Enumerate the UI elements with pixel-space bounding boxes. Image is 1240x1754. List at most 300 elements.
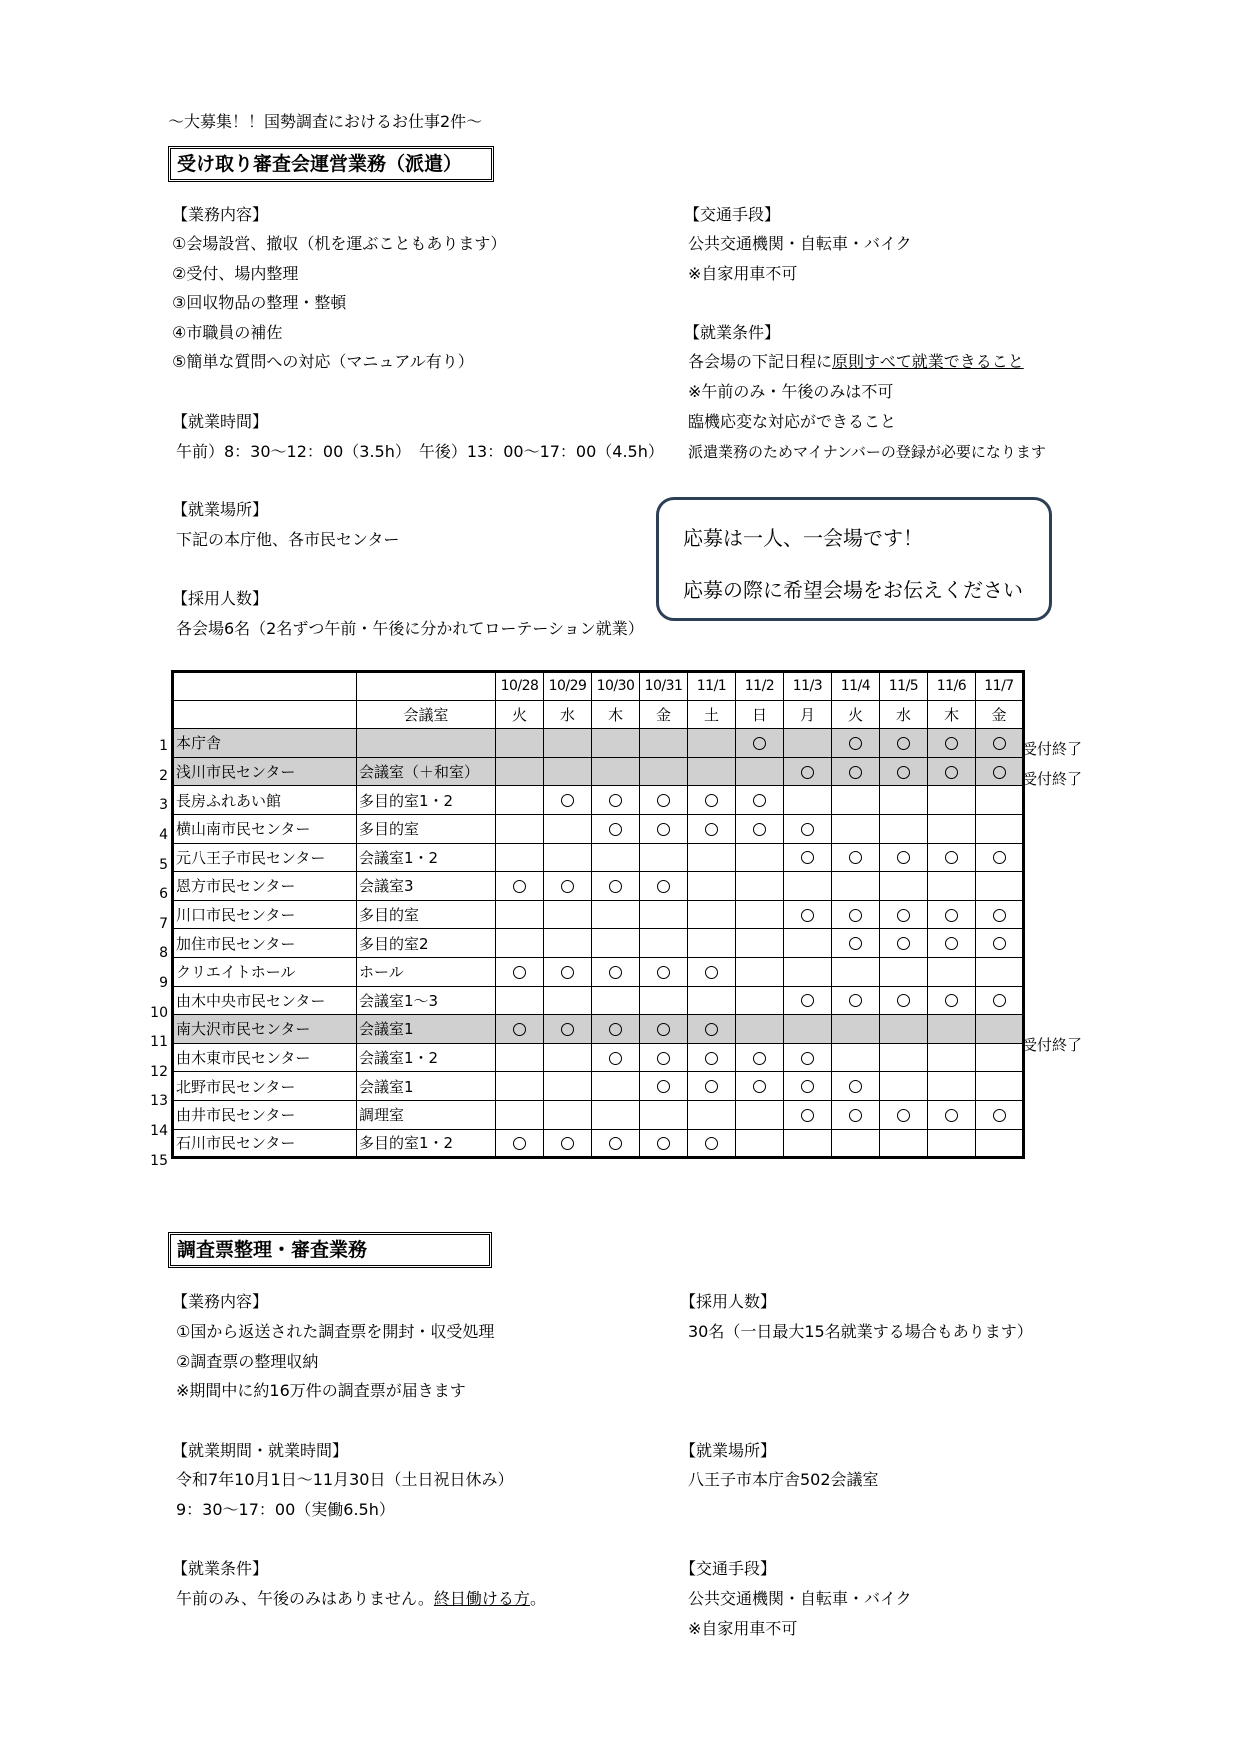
schedule-row [173, 1072, 1024, 1101]
circle-mark-icon [705, 823, 718, 836]
circle-mark-icon [705, 966, 718, 979]
schedule-cell [784, 786, 832, 815]
schedule-cell [592, 1043, 640, 1072]
callout-line-2: 応募の際に希望会場をお伝えください [683, 578, 1023, 602]
venue-name: 北野市民センター [173, 1072, 357, 1101]
venue-room: 会議室（＋和室） [357, 757, 496, 786]
schedule-cell [880, 1043, 928, 1072]
circle-mark-icon [657, 1137, 670, 1150]
schedule-cell [928, 814, 976, 843]
job2-condition-text: 午前のみ、午後のみはありません。 [176, 1589, 434, 1608]
schedule-cell [784, 872, 832, 901]
schedule-cell [976, 786, 1024, 815]
circle-mark-icon [993, 994, 1006, 1007]
job1-condition-4: 派遣業務のためマイナンバーの登録が必要になります [688, 443, 1046, 461]
schedule-cell [688, 929, 736, 958]
circle-mark-icon [513, 880, 526, 893]
day-cell: 水 [544, 700, 592, 729]
schedule-cell [640, 786, 688, 815]
schedule-cell [976, 1015, 1024, 1044]
schedule-table [171, 670, 1025, 1159]
circle-mark-icon [993, 737, 1006, 750]
venue-name: 長房ふれあい館 [173, 786, 357, 815]
schedule-cell [736, 729, 784, 758]
schedule-cell [592, 843, 640, 872]
schedule-cell [832, 900, 880, 929]
schedule-cell [976, 900, 1024, 929]
schedule-cell [640, 757, 688, 786]
circle-mark-icon [657, 794, 670, 807]
schedule-cell [736, 1015, 784, 1044]
schedule-cell [688, 1100, 736, 1129]
reception-closed-note: 受付終了 [1022, 769, 1083, 788]
circle-mark-icon [849, 909, 862, 922]
schedule-cell [784, 729, 832, 758]
circle-mark-icon [609, 1052, 622, 1065]
schedule-cell [688, 786, 736, 815]
circle-mark-icon [849, 1109, 862, 1122]
venue-name: 石川市民センター [173, 1129, 357, 1158]
schedule-cell [496, 843, 544, 872]
schedule-cell [832, 729, 880, 758]
schedule-cell [880, 1100, 928, 1129]
schedule-cell [880, 814, 928, 843]
schedule-cell [784, 957, 832, 986]
schedule-cell [544, 1015, 592, 1044]
date-cell: 10/30 [592, 672, 640, 701]
schedule-cell [544, 957, 592, 986]
circle-mark-icon [993, 1109, 1006, 1122]
schedule-cell [976, 986, 1024, 1015]
schedule-cell [928, 900, 976, 929]
job2-content-heading: 【業務内容】 [172, 1292, 269, 1311]
circle-mark-icon [705, 794, 718, 807]
schedule-cell [928, 929, 976, 958]
circle-mark-icon [705, 1052, 718, 1065]
date-cell: 11/2 [736, 672, 784, 701]
circle-mark-icon [657, 1080, 670, 1093]
schedule-cell [496, 1043, 544, 1072]
schedule-cell [592, 929, 640, 958]
day-cell: 土 [688, 700, 736, 729]
schedule-cell [784, 1043, 832, 1072]
schedule-cell [784, 843, 832, 872]
schedule-cell [640, 729, 688, 758]
row-number: 10 [150, 1004, 168, 1021]
venue-room: ホール [357, 957, 496, 986]
row-number: 12 [150, 1063, 168, 1080]
schedule-cell [880, 986, 928, 1015]
job2-condition [176, 1589, 546, 1609]
circle-mark-icon [849, 937, 862, 950]
circle-mark-icon [801, 766, 814, 779]
venue-name: 横山南市民センター [173, 814, 357, 843]
circle-mark-icon [801, 823, 814, 836]
job1-content-4: ④市職員の補佐 [172, 323, 283, 342]
schedule-cell [640, 872, 688, 901]
schedule-cell [640, 814, 688, 843]
circle-mark-icon [561, 1137, 574, 1150]
schedule-cell [832, 1129, 880, 1158]
row-number: 8 [159, 945, 168, 962]
circle-mark-icon [945, 851, 958, 864]
schedule-cell [928, 1015, 976, 1044]
header-blank [173, 672, 357, 701]
day-cell: 木 [592, 700, 640, 729]
job1-condition-1-text: 各会場の下記日程に [688, 352, 833, 371]
row-number: 1 [159, 738, 168, 755]
reception-closed-note: 受付終了 [1022, 1036, 1083, 1055]
schedule-row [173, 757, 1024, 786]
circle-mark-icon [753, 1080, 766, 1093]
job2-transport: 公共交通機関・自転車・バイク [688, 1589, 912, 1608]
schedule-cell [688, 957, 736, 986]
circle-mark-icon [849, 766, 862, 779]
row-number: 11 [150, 1034, 168, 1051]
circle-mark-icon [897, 1109, 910, 1122]
schedule-cell [544, 786, 592, 815]
schedule-cell [832, 872, 880, 901]
schedule-cell [544, 843, 592, 872]
circle-mark-icon [753, 737, 766, 750]
schedule-cell [928, 986, 976, 1015]
schedule-cell [832, 1100, 880, 1129]
schedule-cell [880, 900, 928, 929]
schedule-row [173, 729, 1024, 758]
circle-mark-icon [513, 1137, 526, 1150]
schedule-cell [736, 986, 784, 1015]
venue-room: 多目的室1・2 [357, 786, 496, 815]
schedule-cell [592, 986, 640, 1015]
date-cell: 11/3 [784, 672, 832, 701]
schedule-cell [832, 957, 880, 986]
schedule-cell [928, 1043, 976, 1072]
schedule-cell [832, 929, 880, 958]
schedule-cell [976, 843, 1024, 872]
schedule-cell [592, 1072, 640, 1101]
schedule-cell [832, 986, 880, 1015]
schedule-cell [592, 900, 640, 929]
schedule-cell [544, 986, 592, 1015]
schedule-cell [784, 1100, 832, 1129]
row-number: 5 [159, 856, 168, 873]
schedule-cell [880, 929, 928, 958]
venue-name: 由井市民センター [173, 1100, 357, 1129]
circle-mark-icon [945, 737, 958, 750]
schedule-row [173, 929, 1024, 958]
circle-mark-icon [609, 880, 622, 893]
schedule-cell [544, 729, 592, 758]
circle-mark-icon [945, 937, 958, 950]
job2-place-heading: 【就業場所】 [680, 1441, 777, 1460]
schedule-cell [880, 1015, 928, 1044]
schedule-cell [736, 786, 784, 815]
schedule-cell [640, 1072, 688, 1101]
job2-period-heading: 【就業期間・就業時間】 [172, 1441, 349, 1460]
circle-mark-icon [993, 851, 1006, 864]
schedule-cell [928, 1072, 976, 1101]
schedule-cell [640, 843, 688, 872]
schedule-cell [784, 1015, 832, 1044]
circle-mark-icon [993, 937, 1006, 950]
date-cell: 11/6 [928, 672, 976, 701]
schedule-cell [496, 757, 544, 786]
schedule-cell [832, 786, 880, 815]
schedule-cell [640, 929, 688, 958]
row-number: 14 [150, 1123, 168, 1139]
circle-mark-icon [801, 851, 814, 864]
job1-content-5: ⑤簡単な質問への対応（マニュアル有り） [172, 352, 474, 371]
day-cell: 日 [736, 700, 784, 729]
circle-mark-icon [897, 851, 910, 864]
job1-condition-1 [688, 352, 1024, 372]
venue-room: 会議室1・2 [357, 1043, 496, 1072]
job1-hire-heading: 【採用人数】 [172, 589, 269, 608]
schedule-cell [784, 986, 832, 1015]
schedule-cell [880, 957, 928, 986]
circle-mark-icon [945, 994, 958, 1007]
schedule-cell [592, 872, 640, 901]
circle-mark-icon [801, 1109, 814, 1122]
schedule-cell [688, 1129, 736, 1158]
day-cell: 月 [784, 700, 832, 729]
schedule-cell [544, 1129, 592, 1158]
job1-transport-note: ※自家用車不可 [688, 264, 798, 283]
circle-mark-icon [849, 851, 862, 864]
schedule-cell [496, 1072, 544, 1101]
venue-name: 南大沢市民センター [173, 1015, 357, 1044]
job1-place: 下記の本庁他、各市民センター [176, 530, 400, 549]
schedule-row [173, 872, 1024, 901]
schedule-cell [928, 729, 976, 758]
schedule-cell [976, 757, 1024, 786]
schedule-cell [976, 929, 1024, 958]
circle-mark-icon [753, 823, 766, 836]
venue-name: クリエイトホール [173, 957, 357, 986]
schedule-cell [544, 814, 592, 843]
job1-content-1: ①会場設営、撤収（机を運ぶこともあります） [172, 234, 507, 253]
circle-mark-icon [561, 966, 574, 979]
venue-name: 加住市民センター [173, 929, 357, 958]
schedule-row [173, 1100, 1024, 1129]
schedule-cell [736, 1129, 784, 1158]
application-callout [656, 497, 1052, 621]
circle-mark-icon [657, 823, 670, 836]
day-cell: 木 [928, 700, 976, 729]
job1-content-heading: 【業務内容】 [172, 205, 269, 224]
schedule-cell [784, 814, 832, 843]
venue-name: 元八王子市民センター [173, 843, 357, 872]
schedule-cell [832, 1043, 880, 1072]
schedule-cell [880, 729, 928, 758]
schedule-cell [784, 1072, 832, 1101]
circle-mark-icon [801, 909, 814, 922]
schedule-cell [736, 957, 784, 986]
venue-room: 多目的室2 [357, 929, 496, 958]
schedule-cell [928, 957, 976, 986]
day-header-row [173, 700, 1024, 729]
circle-mark-icon [609, 823, 622, 836]
schedule-cell [496, 900, 544, 929]
schedule-cell [880, 843, 928, 872]
schedule-cell [640, 1043, 688, 1072]
schedule-cell [496, 786, 544, 815]
job1-transport: 公共交通機関・自転車・バイク [688, 234, 912, 253]
schedule-cell [928, 872, 976, 901]
schedule-cell [880, 757, 928, 786]
schedule-cell [688, 843, 736, 872]
schedule-cell [880, 786, 928, 815]
job2-hire: 30名（一日最大15名就業する場合もあります） [688, 1322, 1033, 1341]
schedule-cell [544, 1043, 592, 1072]
schedule-cell [544, 872, 592, 901]
schedule-cell [976, 814, 1024, 843]
circle-mark-icon [897, 766, 910, 779]
schedule-cell [592, 1015, 640, 1044]
row-number: 4 [159, 827, 168, 843]
schedule-cell [976, 1072, 1024, 1101]
job1-transport-heading: 【交通手段】 [684, 205, 781, 224]
venue-room: 会議室1～3 [357, 986, 496, 1015]
circle-mark-icon [801, 1080, 814, 1093]
reception-closed-note: 受付終了 [1022, 740, 1083, 759]
circle-mark-icon [609, 1137, 622, 1150]
job1-condition-heading: 【就業条件】 [684, 323, 781, 342]
venue-name: 本庁舎 [173, 729, 357, 758]
room-header: 会議室 [357, 700, 496, 729]
schedule-cell [544, 900, 592, 929]
schedule-cell [928, 1129, 976, 1158]
job1-content-2: ②受付、場内整理 [172, 264, 299, 283]
circle-mark-icon [801, 1052, 814, 1065]
job2-condition-end: 。 [529, 1589, 546, 1608]
circle-mark-icon [753, 1052, 766, 1065]
schedule-cell [592, 1129, 640, 1158]
schedule-cell [592, 814, 640, 843]
header-blank [173, 700, 357, 729]
venue-room: 会議室3 [357, 872, 496, 901]
circle-mark-icon [657, 1052, 670, 1065]
schedule-cell [928, 786, 976, 815]
schedule-row [173, 986, 1024, 1015]
circle-mark-icon [705, 1137, 718, 1150]
schedule-cell [688, 814, 736, 843]
venue-name: 由木東市民センター [173, 1043, 357, 1072]
circle-mark-icon [849, 1080, 862, 1093]
schedule-cell [544, 757, 592, 786]
schedule-cell [496, 986, 544, 1015]
circle-mark-icon [705, 1080, 718, 1093]
row-number: 3 [159, 797, 168, 814]
schedule-cell [640, 900, 688, 929]
schedule-cell [688, 986, 736, 1015]
header-blank [357, 672, 496, 701]
schedule-cell [976, 872, 1024, 901]
schedule-cell [976, 1043, 1024, 1072]
schedule-cell [496, 1129, 544, 1158]
schedule-cell [976, 1129, 1024, 1158]
callout-line-1: 応募は一人、一会場です！ [683, 526, 923, 550]
schedule-row [173, 1043, 1024, 1072]
schedule-cell [976, 729, 1024, 758]
schedule-row [173, 1015, 1024, 1044]
schedule-cell [736, 900, 784, 929]
date-cell: 10/28 [496, 672, 544, 701]
date-cell: 10/29 [544, 672, 592, 701]
schedule-cell [592, 786, 640, 815]
schedule-cell [496, 929, 544, 958]
schedule-cell [832, 1072, 880, 1101]
circle-mark-icon [849, 994, 862, 1007]
job1-title: 受け取り審査会運営業務（派遣） [168, 146, 494, 182]
schedule-cell [496, 729, 544, 758]
schedule-cell [736, 929, 784, 958]
schedule-row [173, 900, 1024, 929]
schedule-cell [688, 729, 736, 758]
schedule-cell [544, 1072, 592, 1101]
circle-mark-icon [945, 766, 958, 779]
day-cell: 火 [496, 700, 544, 729]
venue-room: 調理室 [357, 1100, 496, 1129]
schedule-cell [736, 843, 784, 872]
schedule-cell [784, 757, 832, 786]
schedule-cell [688, 1015, 736, 1044]
circle-mark-icon [609, 1023, 622, 1036]
circle-mark-icon [945, 909, 958, 922]
job1-hours-heading: 【就業時間】 [172, 412, 269, 431]
job2-transport-note: ※自家用車不可 [688, 1619, 798, 1638]
schedule-cell [688, 900, 736, 929]
schedule-cell [592, 757, 640, 786]
schedule-cell [496, 1100, 544, 1129]
schedule-cell [832, 757, 880, 786]
circle-mark-icon [897, 994, 910, 1007]
job1-hours: 午前）8：30～12：00（3.5h） 午後）13：00～17：00（4.5h） [176, 442, 664, 461]
circle-mark-icon [897, 937, 910, 950]
schedule-cell [592, 957, 640, 986]
circle-mark-icon [609, 794, 622, 807]
schedule-cell [640, 957, 688, 986]
job1-hire: 各会場6名（2名ずつ午前・午後に分かれてローテーション就業） [176, 619, 644, 638]
job2-period: 令和7年10月1日～11月30日（土日祝日休み） [176, 1470, 514, 1489]
schedule-row [173, 786, 1024, 815]
circle-mark-icon [753, 794, 766, 807]
circle-mark-icon [657, 1023, 670, 1036]
row-number: 13 [150, 1093, 168, 1110]
page-header: ～大募集！！国勢調査におけるお仕事2件～ [168, 112, 483, 131]
row-number: 15 [150, 1152, 168, 1169]
schedule-cell [736, 1100, 784, 1129]
circle-mark-icon [513, 966, 526, 979]
date-cell: 10/31 [640, 672, 688, 701]
circle-mark-icon [657, 880, 670, 893]
job2-condition-heading: 【就業条件】 [172, 1559, 269, 1578]
venue-name: 恩方市民センター [173, 872, 357, 901]
circle-mark-icon [801, 994, 814, 1007]
job1-condition-2: ※午前のみ・午後のみは不可 [688, 382, 894, 401]
schedule-cell [784, 1129, 832, 1158]
schedule-cell [688, 757, 736, 786]
day-cell: 金 [976, 700, 1024, 729]
schedule-cell [592, 1100, 640, 1129]
job2-content-3: ※期間中に約16万件の調査票が届きます [176, 1381, 466, 1400]
venue-room: 多目的室 [357, 900, 496, 929]
job1-condition-3: 臨機応変な対応ができること [688, 412, 897, 431]
day-cell: 水 [880, 700, 928, 729]
schedule-cell [496, 1015, 544, 1044]
circle-mark-icon [561, 880, 574, 893]
schedule-cell [832, 843, 880, 872]
